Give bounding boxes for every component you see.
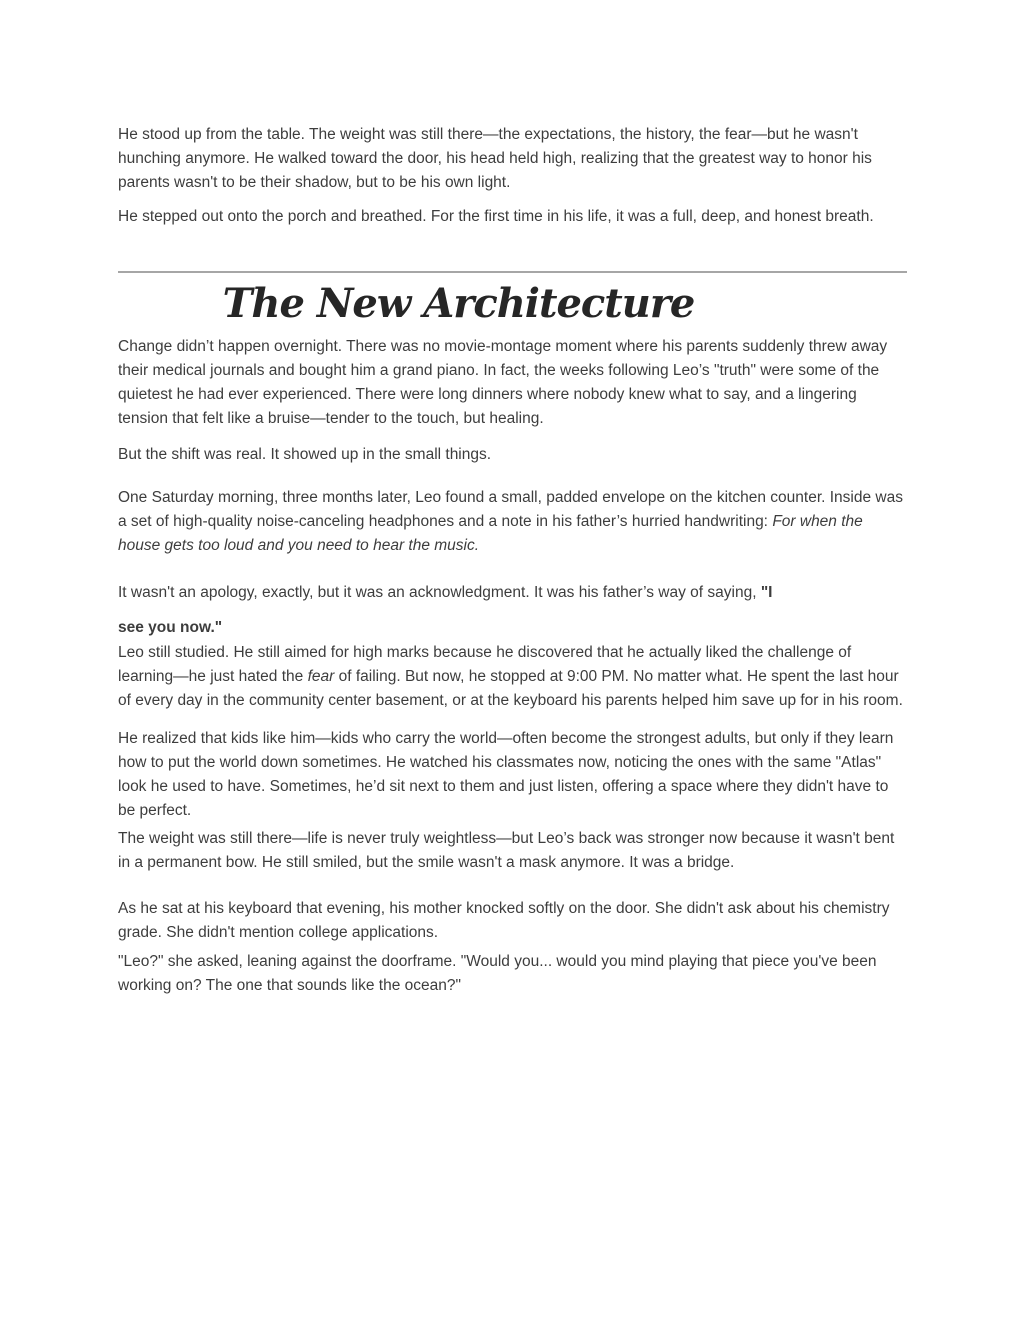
document-content bbox=[118, 0, 907, 998]
paragraph-6-continued bbox=[118, 616, 907, 640]
text-run-italic: For when the house gets too loud and you need to hear the music. bbox=[118, 513, 863, 554]
text-run: "Leo?" she asked, leaning against the doorframe. "Would you... would you mind playing that piece you've been working on? The one that sounds like the ocean?" bbox=[118, 953, 877, 994]
text-run: The weight was still there—life is never truly weightless—but Leo’s back was stronger now because it wasn't bent in a permanent bow. He still smiled, but the smile wasn't a mask anymore. It was a bridge. bbox=[118, 830, 895, 871]
text-run: Change didn’t happen overnight. There was no movie-montage moment where his parents suddenly threw away their medical journals and bought him a grand piano. In fact, the weeks following Leo’s "truth" were some of the quietest he had ever experienced. There were long dinners where nobody knew what to say, and a lingering tension that felt like a bruise—tender to the touch, but healing. bbox=[118, 338, 888, 427]
paragraph-1 bbox=[118, 123, 907, 195]
text-run: As he sat at his keyboard that evening, his mother knocked softly on the door. She didn't ask about his chemistry grade. She didn't mention college applications. bbox=[118, 900, 890, 941]
text-run: He stepped out onto the porch and breathed. For the first time in his life, it was a full, deep, and honest breath. bbox=[118, 208, 874, 225]
paragraph-7 bbox=[118, 641, 907, 713]
text-run: Leo still studied. He still aimed for high marks because he discovered that he actually liked the challenge of learning—he just hated the bbox=[118, 644, 852, 685]
text-run-italic: fear bbox=[307, 668, 335, 685]
section-divider bbox=[118, 271, 907, 273]
paragraph-11 bbox=[118, 950, 907, 998]
text-run: It wasn't an apology, exactly, but it was an acknowledgment. It was his father’s way of saying, bbox=[118, 584, 761, 601]
paragraph-6 bbox=[118, 581, 907, 605]
paragraph-5 bbox=[118, 486, 907, 558]
paragraph-8 bbox=[118, 727, 907, 823]
paragraph-4 bbox=[118, 443, 907, 467]
text-run-bold: "I bbox=[760, 584, 773, 601]
paragraph-3 bbox=[118, 335, 907, 431]
text-run: But the shift was real. It showed up in the small things. bbox=[118, 446, 492, 463]
heading-text: The New Architecture bbox=[222, 280, 695, 327]
section-heading bbox=[64, 279, 853, 329]
paragraph-9 bbox=[118, 827, 907, 875]
text-run: He realized that kids like him—kids who carry the world—often become the strongest adults, but only if they learn how to put the world down sometimes. He watched his classmates now, noticing the ones with the same "Atlas" look he used to have. Sometimes, he’d sit next to them and just listen, offering a space where they didn't have to be perfect. bbox=[118, 730, 894, 819]
paragraph-10 bbox=[118, 897, 907, 945]
text-run: He stood up from the table. The weight was still there—the expectations, the history, the fear—but he wasn't hunching anymore. He walked toward the door, his head held high, realizing that the greatest way to honor his parents wasn't to be their shadow, but to be his own light. bbox=[118, 126, 872, 191]
text-run: One Saturday morning, three months later, Leo found a small, padded envelope on the kitchen counter. Inside was a set of high-quality noise-canceling headphones and a note in his father’s hurried handwriting: bbox=[118, 489, 903, 530]
text-run-bold: see you now." bbox=[118, 619, 223, 636]
text-run: of failing. But now, he stopped at 9:00 PM. No matter what. He spent the last hour of every day in the community center basement, or at the keyboard his parents helped him save up for in his room. bbox=[118, 668, 903, 709]
paragraph-2 bbox=[118, 205, 907, 229]
